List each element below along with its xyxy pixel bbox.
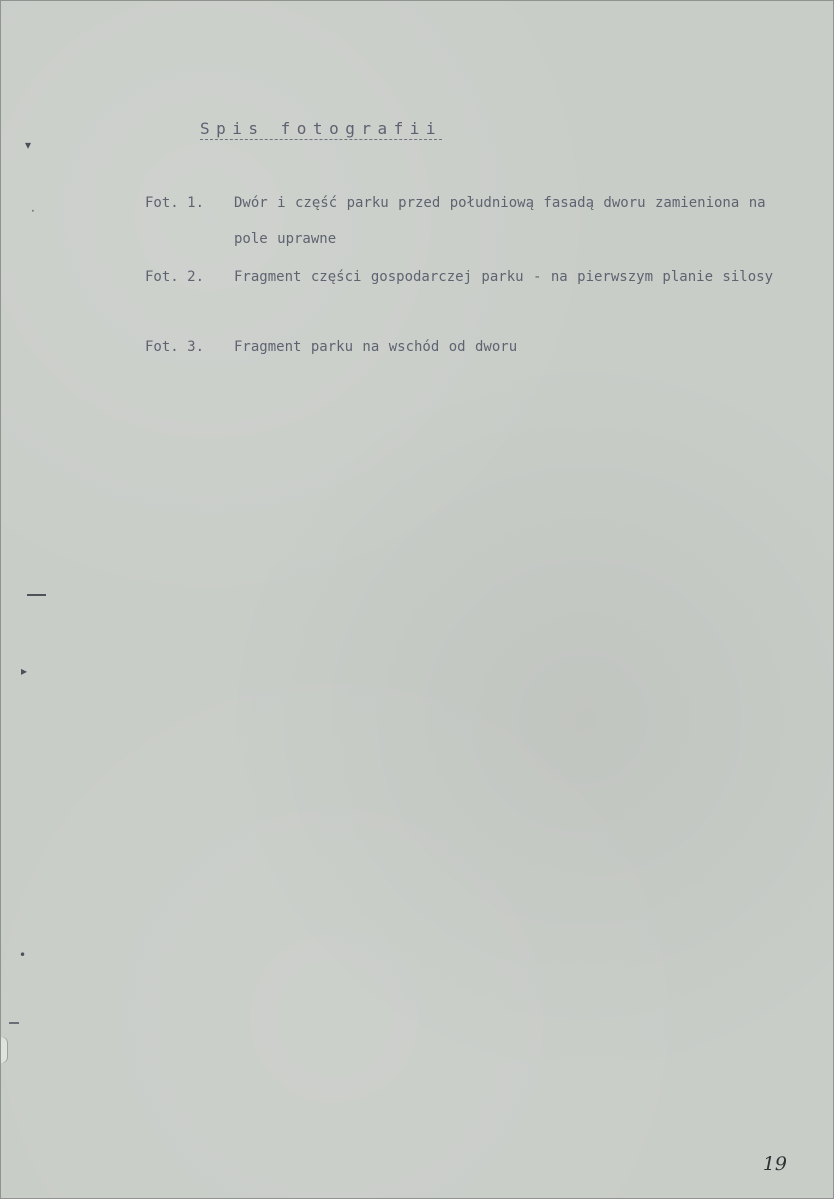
- paper-edge-tear: [1, 1037, 7, 1063]
- photo-number: Fot. 1.: [145, 195, 205, 211]
- photo-number: Fot. 2.: [145, 269, 205, 285]
- page-number: 19: [762, 1153, 787, 1175]
- photo-description: Fragment części gospodarczej parku - na pierwszym planie silosy: [234, 269, 774, 285]
- left-margin-mark: ▾: [25, 138, 32, 152]
- photo-list-item: [145, 259, 773, 331]
- left-margin-mark: [9, 1022, 19, 1024]
- photo-description: Fragment parku na wschód od dworu: [234, 339, 518, 355]
- left-margin-mark: ·: [31, 204, 35, 218]
- left-margin-mark: •: [19, 948, 27, 962]
- photo-list-item: [145, 329, 773, 365]
- photo-description: Dwór i część parku przed południową fasadą dworu zamieniona na pole uprawne: [234, 195, 766, 247]
- page-title: Spis fotografii: [200, 119, 442, 138]
- left-margin-mark: [27, 594, 46, 596]
- photo-number: Fot. 3.: [145, 339, 205, 355]
- photo-list-item: [145, 185, 773, 257]
- left-margin-mark: ▸: [21, 664, 28, 678]
